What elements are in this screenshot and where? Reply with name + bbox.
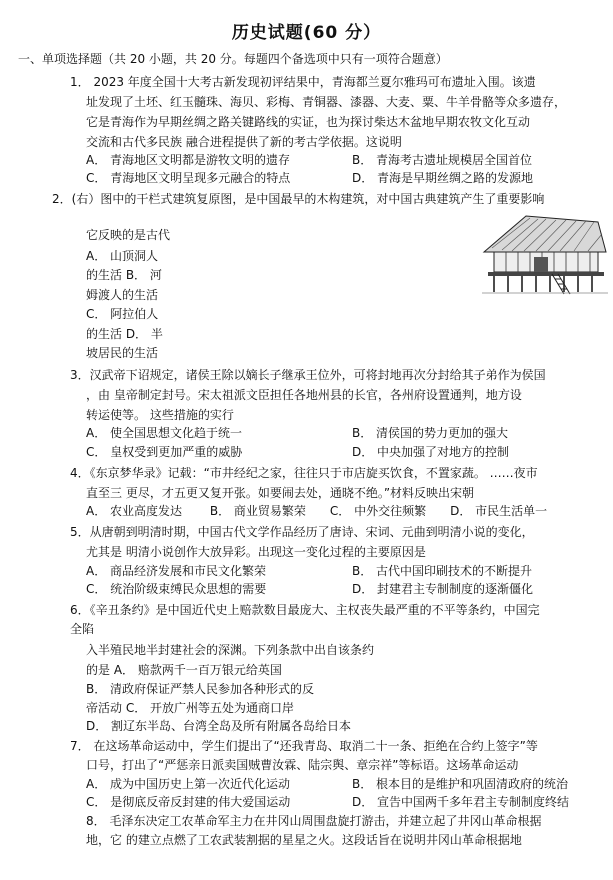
q2-line-6: C． 阿拉伯人 (86, 307, 159, 321)
stilt-house-illustration (478, 208, 610, 296)
q1-option-c: C． 青海地区文明呈现多元融合的特点 (86, 171, 291, 185)
q7-option-d: D． 宣告中国两千多年君主专制制度终结 (352, 795, 570, 809)
q2-line-1: 2．(右）图中的干栏式建筑复原图，是中国最早的木构建筑，对中国古典建筑产生了重要影响 (52, 192, 545, 206)
q1-option-d: D． 青海是早期丝绸之路的发源地 (352, 171, 534, 185)
q3-option-c: C． 皇权受到更加严重的威胁 (86, 445, 243, 459)
q3-option-b: B． 清侯国的势力更加的强大 (352, 426, 509, 440)
q7-line-2: 口号，打出了“严惩亲日派卖国贼曹汝霖、陆宗舆、章宗祥”等标语。这场革命运动 (86, 758, 519, 772)
q7-line-1: 7． 在这场革命运动中，学生们提出了“还我青岛、取消二十一条、拒绝在合约上签字”等 (70, 739, 538, 753)
q1-option-b: B． 青海考古遗址规模居全国首位 (352, 153, 533, 167)
q3-line-2: ，由 皇帝制定封号。宋太祖派文臣担任各地州县的长官，各州府设置通判，地方设 (86, 388, 522, 402)
q3-option-a: A． 使全国思想文化趋于统一 (86, 426, 243, 440)
q5-option-c: C． 统治阶级束缚民众思想的需要 (86, 582, 267, 596)
q5-option-a: A． 商品经济发展和市民文化繁荣 (86, 564, 267, 578)
q5-line-2: 尤其是 明清小说创作大放异彩。出现这一变化过程的主要原因是 (86, 545, 426, 559)
q1-option-a: A． 青海地区文明都是游牧文明的遗存 (86, 153, 291, 167)
q3-option-d: D． 中央加强了对地方的控制 (352, 445, 510, 459)
q8-line-1: 8． 毛泽东决定工农革命军主力在井冈山周围盘旋打游击，并建立起了井冈山革命根据 (86, 814, 542, 828)
q1-line-2: 址发现了土坯、红玉髓珠、海贝、彩梅、青铜器、漆器、大麦、粟、牛羊骨骼等众多遗存， (86, 95, 567, 109)
q6-line-7: D． 割辽东半岛、台湾全岛及所有附属各岛给日本 (86, 719, 352, 733)
q4-options: A． 农业高度发达 B． 商业贸易繁荣 C． 中外交往频繁 D． 市民生活单一 (86, 504, 548, 518)
q7-option-b: B． 根本目的是维护和巩固清政府的统治 (352, 777, 569, 791)
q2-line-8: 坡居民的生活 (86, 346, 159, 360)
q2-line-4: 的生活 B． 河 (86, 268, 162, 282)
q6-line-6: 帝活动 C． 开放广州等五处为通商口岸 (86, 701, 295, 715)
q2-line-2: 它反映的是古代 (86, 228, 171, 242)
q5-option-d: D． 封建君主专制制度的逐渐僵化 (352, 582, 534, 596)
q7-option-c: C． 是彻底反帝反封建的伟大爱国运动 (86, 795, 291, 809)
page-title: 历史试题(60 分） (231, 23, 382, 43)
q8-line-2: 地，它 的建立点燃了工农武装割据的星星之火。这段话旨在说明井冈山革命根据地 (86, 833, 522, 847)
q1-line-3: 它是青海作为早期丝绸之路关键路线的实证，也为探讨柴达木盆地早期农牧文化互动 (86, 115, 531, 129)
q2-line-5: 姆渡人的生活 (86, 288, 159, 302)
q3-line-3: 转运使等。 这些措施的实行 (86, 408, 234, 422)
q6-line-4: 的是 A． 赔款两千一百万银元给英国 (86, 663, 282, 677)
q1-line-1: 1． 2023 年度全国十大考古新发现初评结果中，青海都兰夏尔雅玛可布遗址入围。该遗 (70, 75, 536, 89)
q5-option-b: B． 古代中国印刷技术的不断提升 (352, 564, 533, 578)
section-heading: 一、单项选择题（共 20 小题，共 20 分。每题四个备选项中只有一项符合题意） (18, 52, 448, 66)
q2-line-7: 的生活 D． 半 (86, 327, 163, 341)
q4-line-2: 直至三 更尽，才五更又复开张。如要闹去处，通晓不绝。”材料反映出宋朝 (86, 486, 475, 500)
q3-line-1: 3．汉武帝下诏规定，诸侯王除以嫡长子继承王位外，可将封地再次分封给其子弟作为侯国 (70, 368, 546, 382)
q6-line-1: 6．《辛丑条约》是中国近代史上赔款数目最庞大、主权丧失最严重的不平等条约，中国完 (70, 603, 540, 617)
q5-line-1: 5．从唐朝到明清时期，中国古代文学作品经历了唐诗、宋词、元曲到明清小说的变化， (70, 525, 534, 539)
q2-line-3: A． 山顶洞人 (86, 249, 159, 263)
q6-line-3: 入半殖民地半封建社会的深渊。下列条款中出自该条约 (86, 643, 375, 657)
q4-line-1: 4．《东京梦华录》记载：“市井经纪之家，往往只于市店旋买饮食，不置家蔬。 ……夜市 (70, 466, 538, 480)
q1-line-4: 交流和古代多民族 融合进程提供了新的考古学依据。这说明 (86, 135, 402, 149)
q6-line-2: 全陷 (70, 622, 95, 636)
q7-option-a: A． 成为中国历史上第一次近代化运动 (86, 777, 291, 791)
q6-line-5: B． 清政府保证严禁人民参加各种形式的反 (86, 682, 315, 696)
